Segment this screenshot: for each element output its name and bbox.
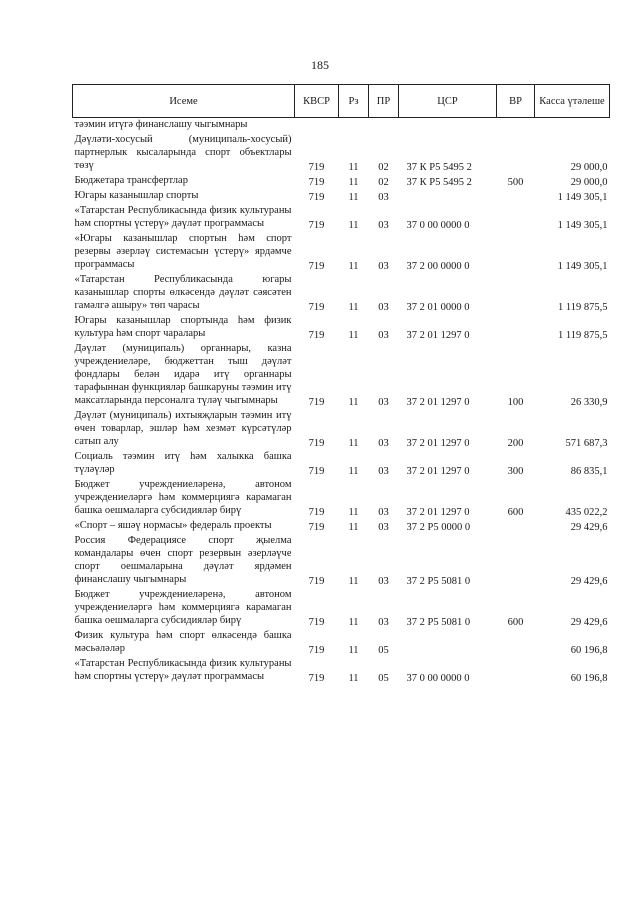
table-row — [73, 133, 610, 174]
table-row — [73, 588, 610, 629]
table-row — [73, 450, 610, 478]
cell-kvsr — [295, 118, 339, 134]
cell-rz: 11 — [348, 438, 359, 449]
cell-csr: 37 К Р5 5495 2 — [406, 177, 472, 188]
cell-csr — [399, 189, 497, 204]
table-body — [73, 118, 610, 686]
cell-amount: 29 429,6 — [570, 522, 608, 533]
cell-name: «Татарстан Республикасында югары казанышлар спорты өлкәсендә дәүләт сәясәтен гамәлгә ашыру» төп чарасы — [74, 274, 292, 311]
cell-rz: 11 — [348, 192, 359, 203]
cell-csr: 37 2 Р5 5081 0 — [406, 617, 471, 628]
cell-vr — [497, 189, 535, 204]
cell-pr: 05 — [378, 673, 389, 684]
cell-name: Бюджетара трансфертлар — [74, 175, 188, 186]
cell-amount: 26 330,9 — [570, 397, 608, 408]
cell-pr: 03 — [378, 192, 389, 203]
cell-vr — [497, 534, 535, 588]
cell-pr: 03 — [378, 617, 389, 628]
budget-table — [72, 84, 610, 685]
cell-pr: 03 — [378, 507, 389, 518]
table-row — [73, 519, 610, 534]
cell-amount: 1 149 305,1 — [557, 261, 608, 272]
table-row — [73, 629, 610, 657]
cell-rz: 11 — [348, 330, 359, 341]
cell-name: Социаль тәэмин итү һәм халыкка башка түләүләр — [74, 451, 292, 475]
cell-vr — [497, 273, 535, 314]
cell-vr: 300 — [507, 466, 524, 477]
cell-amount: 86 835,1 — [570, 466, 608, 477]
cell-csr: 37 2 01 1297 0 — [406, 330, 470, 341]
cell-vr: 600 — [507, 507, 524, 518]
cell-kvsr: 719 — [308, 177, 325, 188]
table-row — [73, 204, 610, 232]
table-row — [73, 118, 610, 134]
cell-vr — [497, 629, 535, 657]
cell-csr: 37 2 01 1297 0 — [406, 466, 470, 477]
cell-kvsr: 719 — [308, 302, 325, 313]
cell-vr — [497, 519, 535, 534]
cell-name: «Татарстан Республикасында физик культураны һәм спортны үстерү» дәүләт программасы — [74, 658, 292, 682]
cell-rz: 11 — [348, 645, 359, 656]
cell-name: Россия Федерациясе спорт җыелма командалары өчен спорт резервын әзерләүче спорт оешмаларына дәүләт ярдәмен финанслашу чыгымнары — [74, 535, 292, 585]
cell-amount: 1 119 875,5 — [558, 302, 608, 313]
cell-amount — [535, 118, 610, 134]
cell-name: Югары казанышлар спортында һәм физик культура һәм спорт чаралары — [74, 315, 292, 339]
cell-vr — [497, 314, 535, 342]
cell-csr: 37 0 00 0000 0 — [406, 673, 470, 684]
cell-kvsr: 719 — [308, 330, 325, 341]
cell-csr: 37 0 00 0000 0 — [406, 220, 470, 231]
cell-rz: 11 — [348, 522, 359, 533]
table-row — [73, 342, 610, 409]
cell-vr: 500 — [507, 177, 524, 188]
header-csr: ЦСР — [399, 85, 497, 118]
cell-kvsr: 719 — [308, 192, 325, 203]
table-header — [73, 85, 610, 118]
page-number: 185 — [311, 58, 329, 72]
cell-rz — [339, 118, 369, 134]
cell-amount: 435 022,2 — [565, 507, 608, 518]
cell-pr: 05 — [378, 645, 389, 656]
cell-amount: 29 429,6 — [570, 576, 608, 587]
cell-pr: 03 — [378, 466, 389, 477]
cell-rz: 11 — [348, 576, 359, 587]
cell-kvsr: 719 — [308, 438, 325, 449]
cell-amount: 29 000,0 — [570, 162, 608, 173]
cell-vr — [497, 657, 535, 685]
cell-kvsr: 719 — [308, 673, 325, 684]
header-amount: Касса үтәлеше — [535, 85, 610, 118]
cell-name: «Татарстан Республикасында физик культураны һәм спортны үстерү» дәүләт программасы — [74, 205, 292, 229]
cell-csr — [399, 118, 497, 134]
cell-pr: 02 — [378, 177, 389, 188]
cell-pr: 03 — [378, 330, 389, 341]
cell-amount: 60 196,8 — [570, 673, 608, 684]
cell-vr: 200 — [507, 438, 524, 449]
cell-name: Дәүләти-хосусый (муниципаль-хосусый) партнерлык кысаларында спорт объектлары төзү — [74, 134, 292, 171]
cell-rz: 11 — [348, 397, 359, 408]
cell-rz: 11 — [348, 162, 359, 173]
cell-name: Бюджет учреждениеләренә, автоном учреждениеләргә һәм коммерциягә карамаган башка оешмаларга субсидияләр бирү — [74, 479, 292, 516]
cell-csr: 37 2 Р5 0000 0 — [406, 522, 471, 533]
cell-kvsr: 719 — [308, 645, 325, 656]
cell-pr: 03 — [378, 438, 389, 449]
cell-name: Дәүләт (муниципаль) ихтыяҗларын тәэмин итү өчен товарлар, эшләр һәм хезмәт күрсәтүләр сатып алу — [74, 410, 292, 447]
cell-pr: 03 — [378, 261, 389, 272]
cell-csr: 37 2 00 0000 0 — [406, 261, 470, 272]
cell-kvsr: 719 — [308, 522, 325, 533]
cell-pr: 03 — [378, 397, 389, 408]
header-kvsr: КВСР — [295, 85, 339, 118]
cell-kvsr: 719 — [308, 466, 325, 477]
cell-kvsr: 719 — [308, 397, 325, 408]
cell-name: Дәүләт (муниципаль) органнары, казна учреждениеләре, бюджеттан тыш дәүләт фондлары белән идарә итү органнары тарафыннан функцияләр башкаруны тәэмин итү максатларында персоналга түләү чыгымнары — [74, 343, 292, 406]
header-name: Исеме — [73, 85, 295, 118]
table-row — [73, 478, 610, 519]
cell-pr: 03 — [378, 220, 389, 231]
cell-vr — [497, 133, 535, 174]
cell-kvsr: 719 — [308, 576, 325, 587]
cell-name: Физик культура һәм спорт өлкәсендә башка мәсьәләләр — [74, 630, 292, 654]
cell-rz: 11 — [348, 177, 359, 188]
cell-kvsr: 719 — [308, 261, 325, 272]
table-row — [73, 189, 610, 204]
cell-rz: 11 — [348, 673, 359, 684]
cell-rz: 11 — [348, 507, 359, 518]
cell-csr: 37 2 01 0000 0 — [406, 302, 470, 313]
cell-kvsr: 719 — [308, 617, 325, 628]
cell-pr: 02 — [378, 162, 389, 173]
cell-amount: 1 119 875,5 — [558, 330, 608, 341]
table-row — [73, 534, 610, 588]
cell-name: тәэмин итүгә финанслашу чыгымнары — [74, 119, 248, 130]
header-vr: ВР — [497, 85, 535, 118]
cell-rz: 11 — [348, 302, 359, 313]
cell-csr: 37 2 01 1297 0 — [406, 397, 470, 408]
cell-amount: 29 429,6 — [570, 617, 608, 628]
cell-vr: 100 — [507, 397, 524, 408]
cell-csr: 37 2 Р5 5081 0 — [406, 576, 471, 587]
table-row — [73, 174, 610, 189]
cell-amount: 60 196,8 — [570, 645, 608, 656]
cell-name: Югары казанышлар спорты — [74, 190, 199, 201]
cell-vr — [497, 232, 535, 273]
table-row — [73, 409, 610, 450]
cell-name: «Спорт – яшәү нормасы» федераль проекты — [74, 520, 272, 531]
cell-vr — [497, 118, 535, 134]
cell-vr: 600 — [507, 617, 524, 628]
header-pr: ПР — [369, 85, 399, 118]
table-row — [73, 657, 610, 685]
cell-amount: 29 000,0 — [570, 177, 608, 188]
cell-amount: 571 687,3 — [565, 438, 608, 449]
cell-kvsr: 719 — [308, 162, 325, 173]
cell-name: Бюджет учреждениеләренә, автоном учреждениеләргә һәм коммерциягә карамаган башка оешмаларга субсидияләр бирү — [74, 589, 292, 626]
cell-pr: 03 — [378, 522, 389, 533]
header-rz: Рз — [339, 85, 369, 118]
cell-rz: 11 — [348, 220, 359, 231]
cell-csr — [399, 629, 497, 657]
table-row — [73, 232, 610, 273]
cell-vr — [497, 204, 535, 232]
cell-rz: 11 — [348, 261, 359, 272]
cell-kvsr: 719 — [308, 507, 325, 518]
cell-csr: 37 К Р5 5495 2 — [406, 162, 472, 173]
cell-name: «Югары казанышлар спортын һәм спорт резервы әзерләү системасын үстерү» ярдәмче программасы — [74, 233, 292, 270]
cell-pr: 03 — [378, 576, 389, 587]
cell-csr: 37 2 01 1297 0 — [406, 507, 470, 518]
cell-kvsr: 719 — [308, 220, 325, 231]
cell-pr: 03 — [378, 302, 389, 313]
cell-rz: 11 — [348, 466, 359, 477]
cell-csr: 37 2 01 1297 0 — [406, 438, 470, 449]
cell-amount: 1 149 305,1 — [557, 220, 608, 231]
cell-rz: 11 — [348, 617, 359, 628]
cell-pr — [369, 118, 399, 134]
table-row — [73, 314, 610, 342]
table-row — [73, 273, 610, 314]
cell-amount: 1 149 305,1 — [557, 192, 608, 203]
